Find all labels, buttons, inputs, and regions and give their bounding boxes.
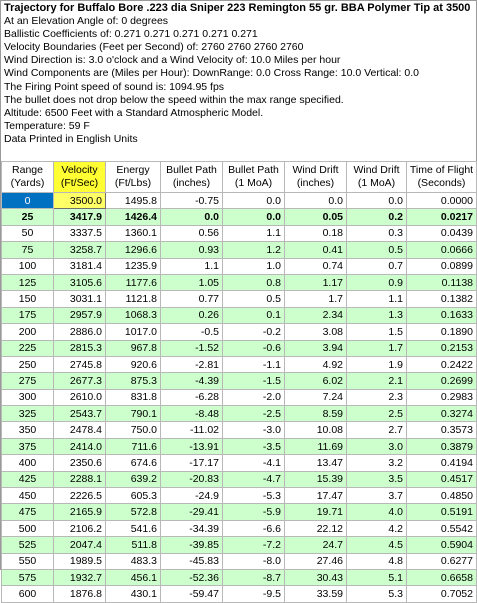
table-row xyxy=(2,520,477,536)
wind-drift-inches-cell[interactable]: 0.05 xyxy=(285,209,347,225)
table-row xyxy=(2,307,477,323)
wind-drift-inches-cell[interactable]: 0.41 xyxy=(285,242,347,258)
wind-drift-inches-cell[interactable]: 1.7 xyxy=(285,291,347,307)
wind-drift-inches-cell[interactable]: 10.08 xyxy=(285,422,347,438)
bullet-path-inches-cell[interactable]: 1.1 xyxy=(161,258,223,274)
table-header-row xyxy=(2,162,477,193)
bullet-path-moa-cell[interactable]: 0.1 xyxy=(223,307,285,323)
wind-drift-moa-cell[interactable]: 0.0 xyxy=(347,193,407,209)
wind-drift-inches-cell[interactable]: 11.69 xyxy=(285,438,347,454)
bullet-path-inches-cell[interactable]: 0.77 xyxy=(161,291,223,307)
velocity-cell[interactable]: 3417.9 xyxy=(54,209,106,225)
table-row xyxy=(2,258,477,274)
wind-direction-line: Wind Direction is: 3.0 o'clock and a Wind Velocity of: 10.0 Miles per hour xyxy=(4,54,341,67)
time-of-flight-cell[interactable]: 0.4850 xyxy=(407,488,477,504)
wind-drift-moa-cell[interactable]: 3.0 xyxy=(347,438,407,454)
energy-cell[interactable]: 920.6 xyxy=(106,356,161,372)
bullet-path-moa-cell[interactable]: -2.0 xyxy=(223,389,285,405)
bullet-path-moa-cell[interactable]: -9.5 xyxy=(223,586,285,602)
bullet-path-inches-cell[interactable]: -59.47 xyxy=(161,586,223,602)
bullet-path-moa-cell[interactable]: -4.1 xyxy=(223,455,285,471)
table-row xyxy=(2,291,477,307)
wind-drift-moa-cell[interactable]: 4.0 xyxy=(347,504,407,520)
range-cell[interactable]: 175 xyxy=(2,307,54,323)
col-header-time-of-flight[interactable]: Time of Flight (Seconds) xyxy=(407,162,477,193)
energy-cell[interactable]: 1360.1 xyxy=(106,225,161,241)
wind-drift-moa-cell[interactable]: 1.5 xyxy=(347,324,407,340)
velocity-cell[interactable]: 2886.0 xyxy=(54,324,106,340)
temperature-line: Temperature: 59 F xyxy=(4,119,90,132)
wind-drift-inches-cell[interactable]: 0.74 xyxy=(285,258,347,274)
wind-drift-moa-cell[interactable]: 4.2 xyxy=(347,520,407,536)
bullet-path-moa-cell[interactable]: 1.1 xyxy=(223,225,285,241)
velocity-cell[interactable]: 2414.0 xyxy=(54,438,106,454)
table-row xyxy=(2,537,477,553)
table-row xyxy=(2,373,477,389)
wind-drift-inches-cell[interactable]: 3.94 xyxy=(285,340,347,356)
velocity-cell[interactable]: 2478.4 xyxy=(54,422,106,438)
bullet-path-inches-cell[interactable]: -0.5 xyxy=(161,324,223,340)
bullet-path-moa-cell[interactable]: -6.6 xyxy=(223,520,285,536)
wind-drift-moa-cell[interactable]: 0.5 xyxy=(347,242,407,258)
energy-cell[interactable]: 875.3 xyxy=(106,373,161,389)
velocity-cell[interactable]: 3500.0 xyxy=(54,193,106,209)
time-of-flight-cell[interactable]: 0.2699 xyxy=(407,373,477,389)
energy-cell[interactable]: 605.3 xyxy=(106,488,161,504)
table-row xyxy=(2,324,477,340)
range-cell[interactable]: 125 xyxy=(2,274,54,290)
trajectory-table xyxy=(1,161,477,603)
range-cell[interactable]: 550 xyxy=(2,553,54,569)
wind-drift-moa-cell[interactable]: 1.9 xyxy=(347,356,407,372)
bullet-path-inches-cell[interactable]: 0.26 xyxy=(161,307,223,323)
energy-cell[interactable]: 1017.0 xyxy=(106,324,161,340)
table-row xyxy=(2,389,477,405)
table-row xyxy=(2,242,477,258)
bullet-path-inches-cell[interactable]: -52.36 xyxy=(161,569,223,585)
bullet-path-moa-cell[interactable]: 1.0 xyxy=(223,258,285,274)
range-cell[interactable]: 25 xyxy=(2,209,54,225)
bullet-path-inches-cell[interactable]: 0.93 xyxy=(161,242,223,258)
range-cell[interactable]: 225 xyxy=(2,340,54,356)
energy-cell[interactable]: 967.8 xyxy=(106,340,161,356)
col-header-wind-drift-inches[interactable]: Wind Drift (inches) xyxy=(285,162,347,193)
velocity-cell[interactable]: 2815.3 xyxy=(54,340,106,356)
wind-drift-inches-cell[interactable]: 30.43 xyxy=(285,569,347,585)
energy-cell[interactable]: 639.2 xyxy=(106,471,161,487)
range-cell[interactable]: 425 xyxy=(2,471,54,487)
wind-drift-moa-cell[interactable]: 2.7 xyxy=(347,422,407,438)
wind-drift-moa-cell[interactable]: 4.8 xyxy=(347,553,407,569)
wind-drift-inches-cell[interactable]: 17.47 xyxy=(285,488,347,504)
report-title: Trajectory for Buffalo Bore .223 dia Sniper 223 Remington 55 gr. BBA Polymer Tip at 3500 xyxy=(4,2,471,14)
energy-cell[interactable]: 456.1 xyxy=(106,569,161,585)
wind-drift-moa-cell[interactable]: 3.5 xyxy=(347,471,407,487)
energy-cell[interactable]: 1068.3 xyxy=(106,307,161,323)
bullet-path-inches-cell[interactable]: -24.9 xyxy=(161,488,223,504)
wind-drift-inches-cell[interactable]: 0.0 xyxy=(285,193,347,209)
velocity-cell[interactable]: 2745.8 xyxy=(54,356,106,372)
altitude-line: Altitude: 6500 Feet with a Standard Atmospheric Model. xyxy=(4,106,264,119)
bullet-path-inches-cell[interactable]: -8.48 xyxy=(161,406,223,422)
time-of-flight-cell[interactable]: 0.2983 xyxy=(407,389,477,405)
range-cell[interactable]: 600 xyxy=(2,586,54,602)
units-line: Data Printed in English Units xyxy=(4,132,138,145)
range-cell[interactable]: 500 xyxy=(2,520,54,536)
table-row xyxy=(2,438,477,454)
bullet-path-moa-cell[interactable]: 0.8 xyxy=(223,274,285,290)
velocity-cell[interactable]: 3181.4 xyxy=(54,258,106,274)
range-cell[interactable]: 475 xyxy=(2,504,54,520)
time-of-flight-cell[interactable]: 0.1633 xyxy=(407,307,477,323)
range-cell[interactable]: 75 xyxy=(2,242,54,258)
wind-drift-moa-cell[interactable]: 5.3 xyxy=(347,586,407,602)
time-of-flight-cell[interactable]: 0.3573 xyxy=(407,422,477,438)
wind-drift-moa-cell[interactable]: 3.2 xyxy=(347,455,407,471)
elevation-angle-line: At an Elevation Angle of: 0 degrees xyxy=(4,15,169,28)
bullet-path-moa-cell[interactable]: 1.2 xyxy=(223,242,285,258)
time-of-flight-cell[interactable]: 0.5191 xyxy=(407,504,477,520)
energy-cell[interactable]: 674.6 xyxy=(106,455,161,471)
wind-drift-inches-cell[interactable]: 0.18 xyxy=(285,225,347,241)
col-header-range[interactable]: Range (Yards) xyxy=(2,162,54,193)
bullet-path-moa-cell[interactable]: -0.6 xyxy=(223,340,285,356)
wind-drift-moa-cell[interactable]: 1.7 xyxy=(347,340,407,356)
velocity-cell[interactable]: 3337.5 xyxy=(54,225,106,241)
time-of-flight-cell[interactable]: 0.1382 xyxy=(407,291,477,307)
bullet-path-inches-cell[interactable]: -34.39 xyxy=(161,520,223,536)
col-header-velocity[interactable]: Velocity (Ft/Sec) xyxy=(54,162,106,193)
velocity-cell[interactable]: 2610.0 xyxy=(54,389,106,405)
col-header-bullet-path-moa[interactable]: Bullet Path (1 MoA) xyxy=(223,162,285,193)
range-cell[interactable]: 150 xyxy=(2,291,54,307)
table-row xyxy=(2,340,477,356)
table-row xyxy=(2,569,477,585)
bullet-path-moa-cell[interactable]: -0.2 xyxy=(223,324,285,340)
wind-drift-inches-cell[interactable]: 4.92 xyxy=(285,356,347,372)
bullet-path-inches-cell[interactable]: -39.85 xyxy=(161,537,223,553)
bullet-path-moa-cell[interactable]: -8.0 xyxy=(223,553,285,569)
energy-cell[interactable]: 831.8 xyxy=(106,389,161,405)
wind-drift-inches-cell[interactable]: 27.46 xyxy=(285,553,347,569)
bullet-path-moa-cell[interactable]: -5.9 xyxy=(223,504,285,520)
range-cell[interactable]: 325 xyxy=(2,406,54,422)
range-cell[interactable]: 525 xyxy=(2,537,54,553)
wind-drift-inches-cell[interactable]: 6.02 xyxy=(285,373,347,389)
velocity-cell[interactable]: 1932.7 xyxy=(54,569,106,585)
table-row xyxy=(2,406,477,422)
range-cell[interactable]: 50 xyxy=(2,225,54,241)
table-row xyxy=(2,225,477,241)
wind-drift-inches-cell[interactable]: 24.7 xyxy=(285,537,347,553)
bullet-path-moa-cell[interactable]: -8.7 xyxy=(223,569,285,585)
bullet-path-inches-cell[interactable]: -29.41 xyxy=(161,504,223,520)
velocity-cell[interactable]: 2350.6 xyxy=(54,455,106,471)
energy-cell[interactable]: 1235.9 xyxy=(106,258,161,274)
time-of-flight-cell[interactable]: 0.7052 xyxy=(407,586,477,602)
velocity-cell[interactable]: 3031.1 xyxy=(54,291,106,307)
bullet-path-moa-cell[interactable]: 0.0 xyxy=(223,193,285,209)
time-of-flight-cell[interactable]: 0.4194 xyxy=(407,455,477,471)
bullet-path-moa-cell[interactable]: -1.1 xyxy=(223,356,285,372)
energy-cell[interactable]: 541.6 xyxy=(106,520,161,536)
wind-drift-moa-cell[interactable]: 4.5 xyxy=(347,537,407,553)
range-cell[interactable]: 250 xyxy=(2,356,54,372)
wind-drift-moa-cell[interactable]: 2.3 xyxy=(347,389,407,405)
wind-drift-moa-cell[interactable]: 0.3 xyxy=(347,225,407,241)
time-of-flight-cell[interactable]: 0.5542 xyxy=(407,520,477,536)
trajectory-table-body xyxy=(2,193,477,603)
wind-drift-moa-cell[interactable]: 2.5 xyxy=(347,406,407,422)
time-of-flight-cell[interactable]: 0.4517 xyxy=(407,471,477,487)
table-row xyxy=(2,586,477,602)
range-cell[interactable]: 300 xyxy=(2,389,54,405)
time-of-flight-cell[interactable]: 0.1138 xyxy=(407,274,477,290)
bullet-path-inches-cell[interactable]: -17.17 xyxy=(161,455,223,471)
table-row xyxy=(2,193,477,209)
bullet-speed-note-line: The bullet does not drop below the speed within the max range specified. xyxy=(4,93,344,106)
energy-cell[interactable]: 483.3 xyxy=(106,553,161,569)
velocity-cell[interactable]: 2543.7 xyxy=(54,406,106,422)
table-row xyxy=(2,209,477,225)
energy-cell[interactable]: 790.1 xyxy=(106,406,161,422)
bullet-path-moa-cell[interactable]: -5.3 xyxy=(223,488,285,504)
bullet-path-inches-cell[interactable]: -6.28 xyxy=(161,389,223,405)
bullet-path-inches-cell[interactable]: -45.83 xyxy=(161,553,223,569)
time-of-flight-cell[interactable]: 0.0217 xyxy=(407,209,477,225)
wind-drift-moa-cell[interactable]: 2.1 xyxy=(347,373,407,389)
energy-cell[interactable]: 1121.8 xyxy=(106,291,161,307)
wind-drift-moa-cell[interactable]: 0.2 xyxy=(347,209,407,225)
energy-cell[interactable]: 750.0 xyxy=(106,422,161,438)
bullet-path-inches-cell[interactable]: -1.52 xyxy=(161,340,223,356)
wind-drift-inches-cell[interactable]: 13.47 xyxy=(285,455,347,471)
wind-drift-inches-cell[interactable]: 19.71 xyxy=(285,504,347,520)
table-row xyxy=(2,471,477,487)
wind-drift-moa-cell[interactable]: 5.1 xyxy=(347,569,407,585)
velocity-cell[interactable]: 2047.4 xyxy=(54,537,106,553)
bullet-path-moa-cell[interactable]: 0.5 xyxy=(223,291,285,307)
wind-drift-inches-cell[interactable]: 2.34 xyxy=(285,307,347,323)
velocity-cell[interactable]: 2106.2 xyxy=(54,520,106,536)
bullet-path-inches-cell[interactable]: 1.05 xyxy=(161,274,223,290)
speed-of-sound-line: The Firing Point speed of sound is: 1094.95 fps xyxy=(4,80,225,93)
range-cell[interactable]: 575 xyxy=(2,569,54,585)
table-row xyxy=(2,356,477,372)
bullet-path-moa-cell[interactable]: 0.0 xyxy=(223,209,285,225)
bullet-path-moa-cell[interactable]: -3.5 xyxy=(223,438,285,454)
bullet-path-inches-cell[interactable]: -13.91 xyxy=(161,438,223,454)
velocity-cell[interactable]: 2957.9 xyxy=(54,307,106,323)
col-header-wind-drift-moa[interactable]: Wind Drift (1 MoA) xyxy=(347,162,407,193)
table-row xyxy=(2,274,477,290)
wind-drift-moa-cell[interactable]: 1.3 xyxy=(347,307,407,323)
table-row xyxy=(2,422,477,438)
time-of-flight-cell[interactable]: 0.0439 xyxy=(407,225,477,241)
bullet-path-inches-cell[interactable]: -11.02 xyxy=(161,422,223,438)
col-header-energy[interactable]: Energy (Ft/Lbs) xyxy=(106,162,161,193)
wind-drift-moa-cell[interactable]: 3.7 xyxy=(347,488,407,504)
energy-cell[interactable]: 1426.4 xyxy=(106,209,161,225)
col-header-bullet-path-inches[interactable]: Bullet Path (inches) xyxy=(161,162,223,193)
energy-cell[interactable]: 511.8 xyxy=(106,537,161,553)
table-row xyxy=(2,455,477,471)
time-of-flight-cell[interactable]: 0.2422 xyxy=(407,356,477,372)
bullet-path-inches-cell[interactable]: -2.81 xyxy=(161,356,223,372)
time-of-flight-cell[interactable]: 0.2153 xyxy=(407,340,477,356)
velocity-boundaries-line: Velocity Boundaries (Feet per Second) of: 2760 2760 2760 2760 xyxy=(4,41,304,54)
time-of-flight-cell[interactable]: 0.0000 xyxy=(407,193,477,209)
ballistic-coefficients-line: Ballistic Coefficients of: 0.271 0.271 0.271 0.271 0.271 xyxy=(4,28,258,41)
velocity-cell[interactable]: 2677.3 xyxy=(54,373,106,389)
wind-drift-inches-cell[interactable]: 7.24 xyxy=(285,389,347,405)
energy-cell[interactable]: 1177.6 xyxy=(106,274,161,290)
wind-drift-inches-cell[interactable]: 8.59 xyxy=(285,406,347,422)
wind-drift-inches-cell[interactable]: 3.08 xyxy=(285,324,347,340)
range-cell[interactable]: 100 xyxy=(2,258,54,274)
range-cell[interactable]: 400 xyxy=(2,455,54,471)
range-cell[interactable]: 0 xyxy=(2,193,54,209)
energy-cell[interactable]: 572.8 xyxy=(106,504,161,520)
bullet-path-inches-cell[interactable]: 0.56 xyxy=(161,225,223,241)
time-of-flight-cell[interactable]: 0.0899 xyxy=(407,258,477,274)
wind-drift-inches-cell[interactable]: 22.12 xyxy=(285,520,347,536)
time-of-flight-cell[interactable]: 0.3879 xyxy=(407,438,477,454)
energy-cell[interactable]: 430.1 xyxy=(106,586,161,602)
time-of-flight-cell[interactable]: 0.0666 xyxy=(407,242,477,258)
range-cell[interactable]: 200 xyxy=(2,324,54,340)
bullet-path-inches-cell[interactable]: -20.83 xyxy=(161,471,223,487)
wind-drift-moa-cell[interactable]: 0.7 xyxy=(347,258,407,274)
velocity-cell[interactable]: 2226.5 xyxy=(54,488,106,504)
bullet-path-moa-cell[interactable]: -4.7 xyxy=(223,471,285,487)
bullet-path-inches-cell[interactable]: -4.39 xyxy=(161,373,223,389)
range-cell[interactable]: 375 xyxy=(2,438,54,454)
wind-drift-moa-cell[interactable]: 0.9 xyxy=(347,274,407,290)
wind-drift-inches-cell[interactable]: 33.59 xyxy=(285,586,347,602)
bullet-path-inches-cell[interactable]: 0.0 xyxy=(161,209,223,225)
wind-drift-inches-cell[interactable]: 15.39 xyxy=(285,471,347,487)
wind-drift-inches-cell[interactable]: 1.17 xyxy=(285,274,347,290)
table-row xyxy=(2,504,477,520)
table-row xyxy=(2,488,477,504)
time-of-flight-cell[interactable]: 0.1890 xyxy=(407,324,477,340)
wind-components-line: Wind Components are (Miles per Hour): DownRange: 0.0 Cross Range: 10.0 Vertical: 0.0 xyxy=(4,67,419,80)
velocity-cell[interactable]: 1989.5 xyxy=(54,553,106,569)
range-cell[interactable]: 450 xyxy=(2,488,54,504)
energy-cell[interactable]: 1495.8 xyxy=(106,193,161,209)
time-of-flight-cell[interactable]: 0.3274 xyxy=(407,406,477,422)
bullet-path-moa-cell[interactable]: -3.0 xyxy=(223,422,285,438)
table-row xyxy=(2,553,477,569)
range-cell[interactable]: 350 xyxy=(2,422,54,438)
velocity-cell[interactable]: 1876.8 xyxy=(54,586,106,602)
time-of-flight-cell[interactable]: 0.6658 xyxy=(407,569,477,585)
time-of-flight-cell[interactable]: 0.5904 xyxy=(407,537,477,553)
velocity-cell[interactable]: 2165.9 xyxy=(54,504,106,520)
velocity-cell[interactable]: 2288.1 xyxy=(54,471,106,487)
bullet-path-moa-cell[interactable]: -1.5 xyxy=(223,373,285,389)
energy-cell[interactable]: 1296.6 xyxy=(106,242,161,258)
wind-drift-moa-cell[interactable]: 1.1 xyxy=(347,291,407,307)
bullet-path-moa-cell[interactable]: -2.5 xyxy=(223,406,285,422)
energy-cell[interactable]: 711.6 xyxy=(106,438,161,454)
velocity-cell[interactable]: 3105.6 xyxy=(54,274,106,290)
time-of-flight-cell[interactable]: 0.6277 xyxy=(407,553,477,569)
bullet-path-moa-cell[interactable]: -7.2 xyxy=(223,537,285,553)
bullet-path-inches-cell[interactable]: -0.75 xyxy=(161,193,223,209)
velocity-cell[interactable]: 3258.7 xyxy=(54,242,106,258)
range-cell[interactable]: 275 xyxy=(2,373,54,389)
report-header xyxy=(1,1,476,146)
